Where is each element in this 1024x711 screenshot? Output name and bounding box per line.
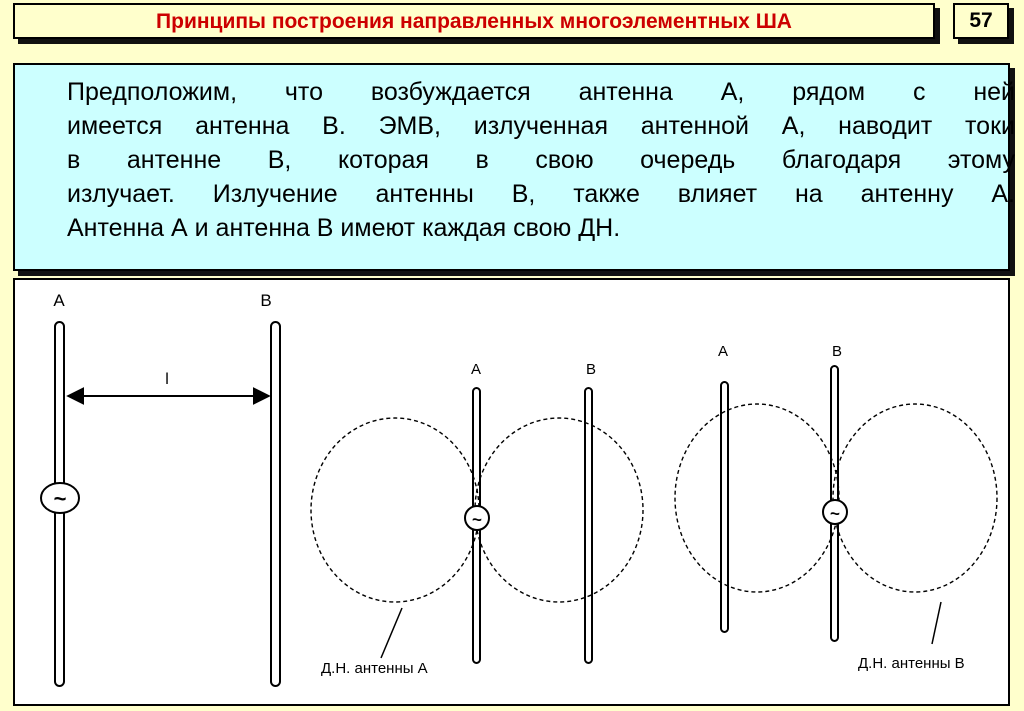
fig2-pattern-lobe-left [311,418,479,602]
fig3-pattern-lobe-left [675,404,839,592]
antenna-diagram [13,278,1010,706]
fig1-distance-label: l [165,371,169,388]
fig2-source-symbol: ~ [472,510,482,529]
fig1-label-a: А [53,291,65,310]
figure-pattern-b [675,343,997,672]
description-paragraph [67,75,1015,245]
antenna-figures [15,280,1008,704]
fig3-label-a: А [717,343,729,360]
slide-title: Принципы построения направленных многоэлементных ША [156,10,792,33]
fig2-label-a: А [470,361,482,378]
fig1-label-b: В [260,291,272,310]
text-box [13,63,1015,271]
fig1-antenna-b [271,322,280,686]
fig3-pattern-lobe-right [833,404,997,592]
fig3-caption: Д.Н. антенны В [858,655,965,672]
title-bar [13,3,935,39]
fig2-antenna-b [585,388,592,663]
figure-two-antennas [41,291,280,686]
paragraph-line: Антенна А и антенна В имеют каждая свою ДН. [67,214,621,242]
fig2-caption: Д.Н. антенны А [321,660,428,677]
fig2-pattern-lobe-right [475,418,643,602]
fig1-source-symbol: ~ [53,486,67,511]
slide-number: 57 [969,9,993,32]
paragraph-line: имеется антенна В. ЭМВ, излученная антенной А, наводит токи [67,112,1015,140]
fig2-caption-pointer [381,608,402,658]
paragraph-line: излучает. Излучение антенны В, также влияет на антенну А. [67,180,1015,208]
figure-pattern-a [311,361,643,677]
fig3-caption-pointer [932,602,941,644]
fig2-label-b: В [585,361,597,378]
paragraph-line: Предположим, что возбуждается антенна А, рядом с ней [67,78,1015,106]
paragraph-line: в антенне В, которая в свою очередь благодаря этому [67,146,1015,174]
fig3-source-symbol: ~ [830,504,840,523]
slide-number-box [953,3,1009,39]
fig3-antenna-a [721,382,728,632]
fig3-label-b: В [831,343,843,360]
